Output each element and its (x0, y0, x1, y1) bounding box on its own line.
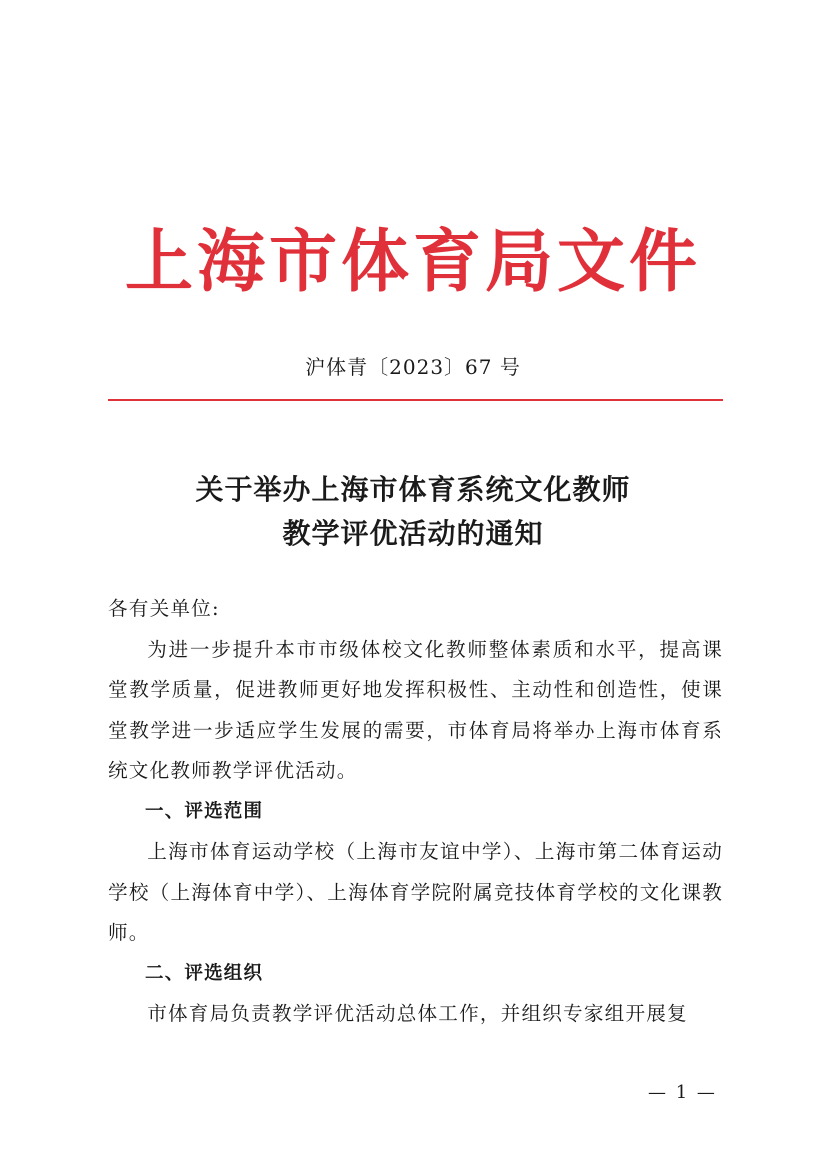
document-title (0, 468, 826, 556)
page-number: — 1 — (648, 1082, 717, 1103)
title-line-1: 关于举办上海市体育系统文化教师 (195, 473, 631, 506)
document-masthead: 上海市体育局文件 (124, 222, 701, 302)
section-1-paragraph: 上海市体育运动学校（上海市友谊中学）、上海市第二体育运动学校（上海体育中学）、上海体育学院附属竞技体育学校的文化课教师。 (108, 840, 723, 944)
title-line-2: 教学评优活动的通知 (282, 517, 544, 550)
section-1-heading: 一、评选范围 (145, 800, 264, 822)
salutation: 各有关单位: (108, 597, 220, 620)
document-body (108, 589, 723, 1035)
section-2-heading: 二、评选组织 (145, 962, 264, 984)
section-2-paragraph: 市体育局负责教学评优活动总体工作，并组织专家组开展复 (147, 1002, 688, 1025)
document-number: 沪体青〔2023〕67 号 (305, 355, 521, 379)
red-divider-line (108, 399, 723, 401)
intro-paragraph: 为进一步提升本市市级体校文化教师整体素质和水平，提高课堂教学质量，促进教师更好地发挥积极性、主动性和创造性，使课堂教学进一步适应学生发展的需要，市体育局将举办上海市体育系统文化教师教学评优活动。 (108, 637, 723, 782)
